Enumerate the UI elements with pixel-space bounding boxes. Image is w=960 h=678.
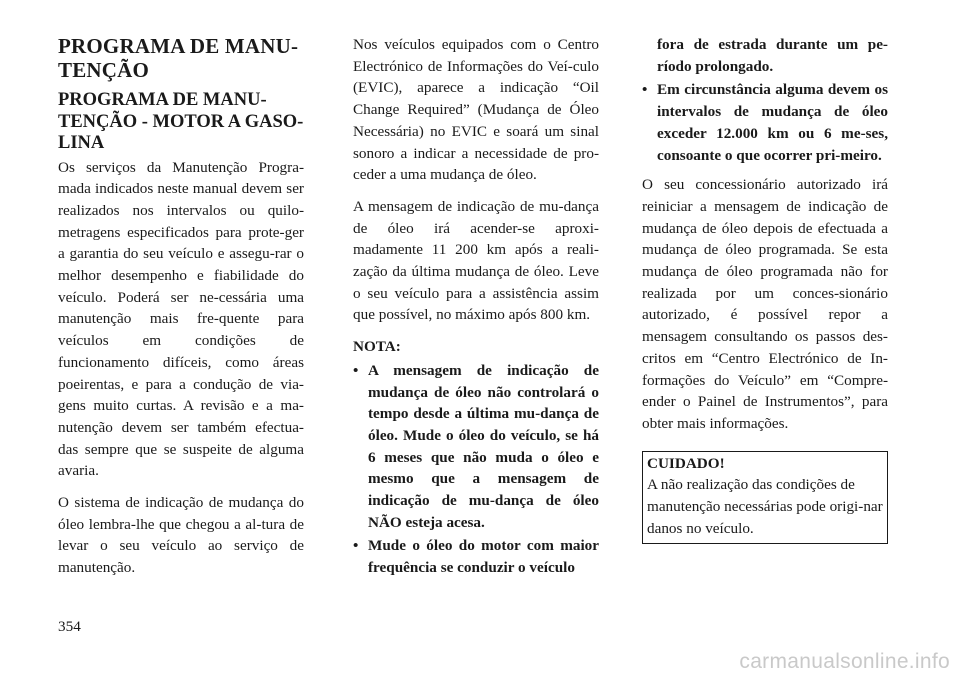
list-item [353,535,599,578]
list-item [353,360,599,534]
note-list-continued [642,34,888,166]
bullet-icon: • [353,537,359,555]
page-number: 354 [58,618,81,635]
note-list [353,360,599,579]
column-left [58,34,304,589]
list-item-continued [642,34,888,77]
dealer-reset-paragraph: O seu concessionário autorizado irá reiniciar a mensagem de indicação de mudança de óleo depois de efectuada a mudança de óleo programada. Se esta mudança de óleo programada não for realizada por um conces-sionário autorizado, é possível repor a mensagem consultando os passos des-critos em “Centro Electrónico de In-formações do Veículo” em “Compre-ender o Painel de Instrumentos”, para obter mais informações. [642,176,888,432]
list-item [642,79,888,166]
bullet-icon: • [642,81,648,99]
oil-message-paragraph: A mensagem de indicação de mu-dança de óleo irá acender-se aproxi-madamente 11 200 km após a reali-zação da última mudança de óleo. Leve o seu veículo para a assistência assim que possível, no máximo após 800 km. [353,197,599,324]
subsection-title: PROGRAMA DE MANU- TENÇÃO - MOTOR A GASO- LINA [58,90,304,153]
list-item-text: Em circunstância alguma devem os intervalos de mudança de óleo exceder 12.000 km ou 6 me-ses, consoante o que ocorrer pri-meiro. [657,81,888,164]
list-item-text: fora de estrada durante um pe-ríodo prolongado. [657,36,888,75]
list-item-text: A mensagem de indicação de mudança de óleo não controlará o tempo desde a última mu-dança de óleo. Mude o óleo do veículo, se há 6 meses que não muda o óleo e mesmo que a mensagem de indicação de mu-dança de óleo NÃO esteja acesa. [368,361,599,531]
bullet-icon: • [353,361,359,379]
note-label: NOTA: [353,338,401,356]
column-middle [353,34,599,581]
evic-paragraph: Nos veículos equipados com o Centro Electrónico de Informações do Veí-culo (EVIC), aparece a indicação “Oil Change Required” (Mudança de Óleo Necessária) no EVIC e soará um sinal sonoro a indicar a necessidade de pro-ceder a uma mudança de óleo. [353,36,599,184]
section-title: PROGRAMA DE MANU- TENÇÃO [58,34,299,82]
column-right [642,34,888,544]
watermark: carmanualsonline.info [739,650,950,673]
oil-indicator-paragraph: O sistema de indicação de mudança do óleo lembra-lhe que chegou a al-tura de levar o seu veículo ao serviço de manutenção. [58,494,304,577]
list-item-text: Mude o óleo do motor com maior frequência se conduzir o veículo [368,537,599,577]
caution-text: A não realização das condições de manutenção necessárias pode origi-nar danos no veículo. [647,476,883,537]
caution-box [642,451,888,545]
intro-paragraph: Os serviços da Manutenção Progra-mada indicados neste manual devem ser realizados nos intervalos ou quilo-metragens especificados para prote-ger a garantia do seu veículo e assegu-rar o melhor desempenho e fiabilidade do veículo. Poderá ser ne-cessária uma manutenção mais fre-quente para veículos em condições de funcionamento difíceis, como áreas poeirentas, e para a condução de via-gens muito curtas. A revisão e a ma-nutenção devem ser também efectua-das sempre que se suspeite de alguma avaria. [58,158,304,480]
caution-title: CUIDADO! [647,454,725,472]
